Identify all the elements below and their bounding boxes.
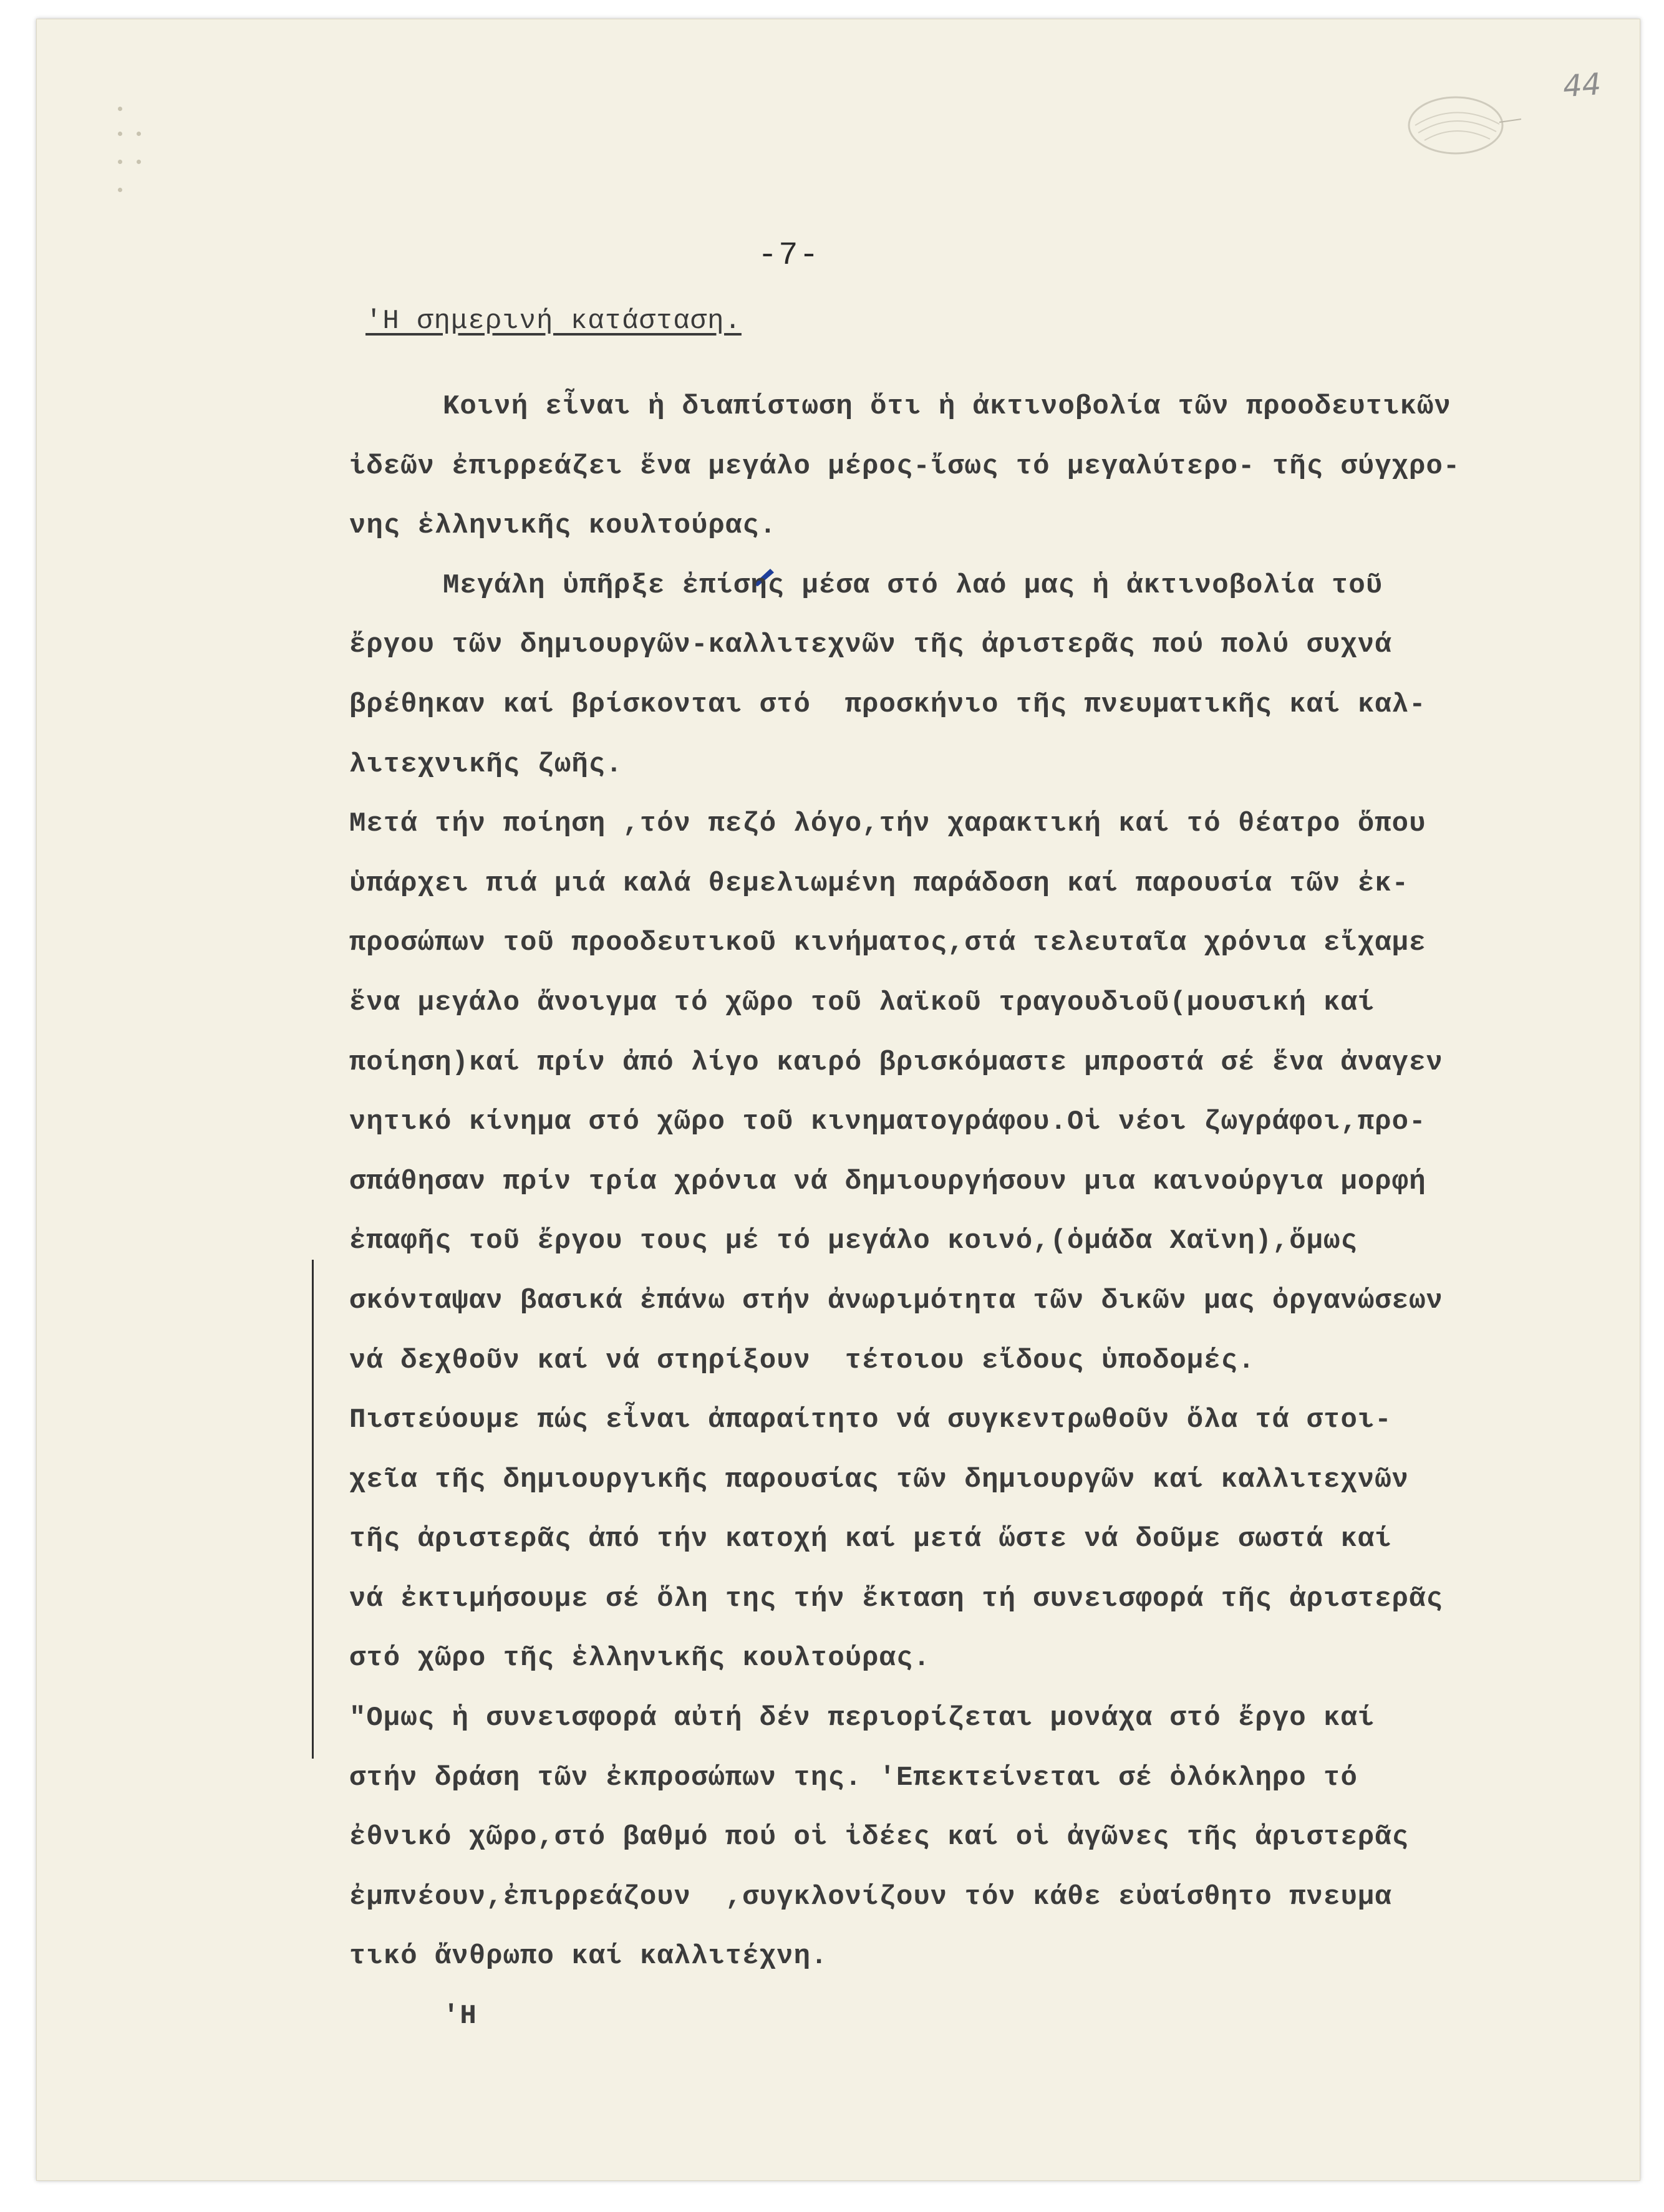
text-line: σπάθησαν πρίν τρία χρόνια νά δημιουργήσουν μια καινούργια μορφή — [349, 1166, 1426, 1197]
text-line: ἐθνικό χῶρο,στό βαθμό πού οἱ ἰδέες καί οἱ ἀγῶνες τῆς ἀριστερᾶς — [349, 1822, 1410, 1853]
text-line: ὑπάρχει πιά μιά καλά θεμελιωμένη παράδοση καί παρουσία τῶν ἐκ- — [349, 867, 1410, 899]
text-line: ἔργου τῶν δημιουργῶν-καλλιτεχνῶν τῆς ἀριστερᾶς πού πολύ συχνά — [349, 629, 1392, 661]
text-line: βρέθηκαν καί βρίσκονται στό προσκήνιο τῆς πνευματικῆς καί καλ- — [349, 688, 1426, 720]
text-line: τῆς ἀριστερᾶς ἀπό τήν κατοχή καί μετά ὥστε νά δοῦμε σωστά καί — [349, 1524, 1392, 1555]
page-number: -7- — [758, 237, 820, 274]
text-line: ἐμπνέουν,ἐπιρρεάζουν ,συγκλονίζουν τόν κάθε εὐαίσθητο πνευμα — [349, 1881, 1392, 1913]
text-line: νά δεχθοῦν καί νά στηρίξουν τέτοιου εἴδους ὑποδομές. — [349, 1345, 1255, 1376]
text-line: Πιστεύουμε πώς εἶναι ἀπαραίτητο νά συγκεντρωθοῦν ὅλα τά στοι- — [349, 1404, 1392, 1436]
text-line: λιτεχνικῆς ζωῆς. — [349, 748, 623, 780]
section-heading: 'Η σημερινή κατάσταση. — [365, 306, 742, 337]
text-line: νητικό κίνημα στό χῶρο τοῦ κινηματογράφου.Οἱ νέοι ζωγράφοι,προ- — [349, 1106, 1426, 1138]
text-line: 'Η — [443, 2001, 477, 2032]
text-line: νης ἑλληνικῆς κουλτούρας. — [349, 510, 777, 542]
text-line: ποίηση)καί πρίν ἀπό λίγο καιρό βρισκόμαστε μπροστά σέ ἕνα ἀναγεν — [349, 1046, 1443, 1078]
text-line: Μετά τήν ποίηση ,τόν πεζό λόγο,τήν χαρακτική καί τό θέατρο ὅπου — [349, 808, 1426, 840]
text-line: τικό ἄνθρωπο καί καλλιτέχνη. — [349, 1941, 828, 1973]
margin-marker-line — [312, 1260, 314, 1759]
text-line: νά ἐκτιμήσουμε σέ ὅλη της τήν ἔκταση τή συνεισφορά τῆς ἀριστερᾶς — [349, 1583, 1443, 1615]
text-line: στό χῶρο τῆς ἑλληνικῆς κουλτούρας. — [349, 1643, 931, 1674]
text-line: ἰδεῶν ἐπιρρεάζει ἕνα μεγάλο μέρος-ἴσως τό μεγαλύτερο- τῆς σύγχρο- — [349, 450, 1461, 482]
text-line: σκόνταψαν βασικά ἐπάνω στήν ἀνωριμότητα τῶν δικῶν μας ὀργανώσεων — [349, 1285, 1443, 1316]
text-line: χεῖα τῆς δημιουργικῆς παρουσίας τῶν δημιουργῶν καί καλλιτεχνῶν — [349, 1464, 1410, 1495]
text-line: ἐπαφῆς τοῦ ἔργου τους μέ τό μεγάλο κοινό,(ὁμάδα Χαϊνη),ὅμως — [349, 1225, 1358, 1257]
text-line: Μεγάλη ὑπῆρξε ἐπίσης μέσα στό λαό μας ἡ ἀκτινοβολία τοῦ — [443, 569, 1383, 601]
text-line: Κοινή εἶναι ἡ διαπίστωση ὅτι ἡ ἀκτινοβολία τῶν προοδευτικῶν — [443, 391, 1451, 422]
text-line: στήν δράση τῶν ἐκπροσώπων της. 'Επεκτείνεται σέ ὁλόκληρο τό — [349, 1762, 1358, 1794]
body-text — [349, 377, 1634, 2047]
text-line: προσώπων τοῦ προοδευτικοῦ κινήματος,στά τελευταῖα χρόνια εἴχαμε — [349, 927, 1426, 959]
text-line: ἕνα μεγάλο ἄνοιγμα τό χῶρο τοῦ λαϊκοῦ τραγουδιοῦ(μουσική καί — [349, 987, 1375, 1018]
punch-holes — [112, 107, 149, 231]
archive-stamp-icon — [1396, 88, 1521, 157]
text-line: "Ομως ἡ συνεισφορά αὐτή δέν περιορίζεται μονάχα στό ἔργο καί — [349, 1702, 1375, 1734]
archive-page-number: 44 — [1562, 66, 1602, 105]
